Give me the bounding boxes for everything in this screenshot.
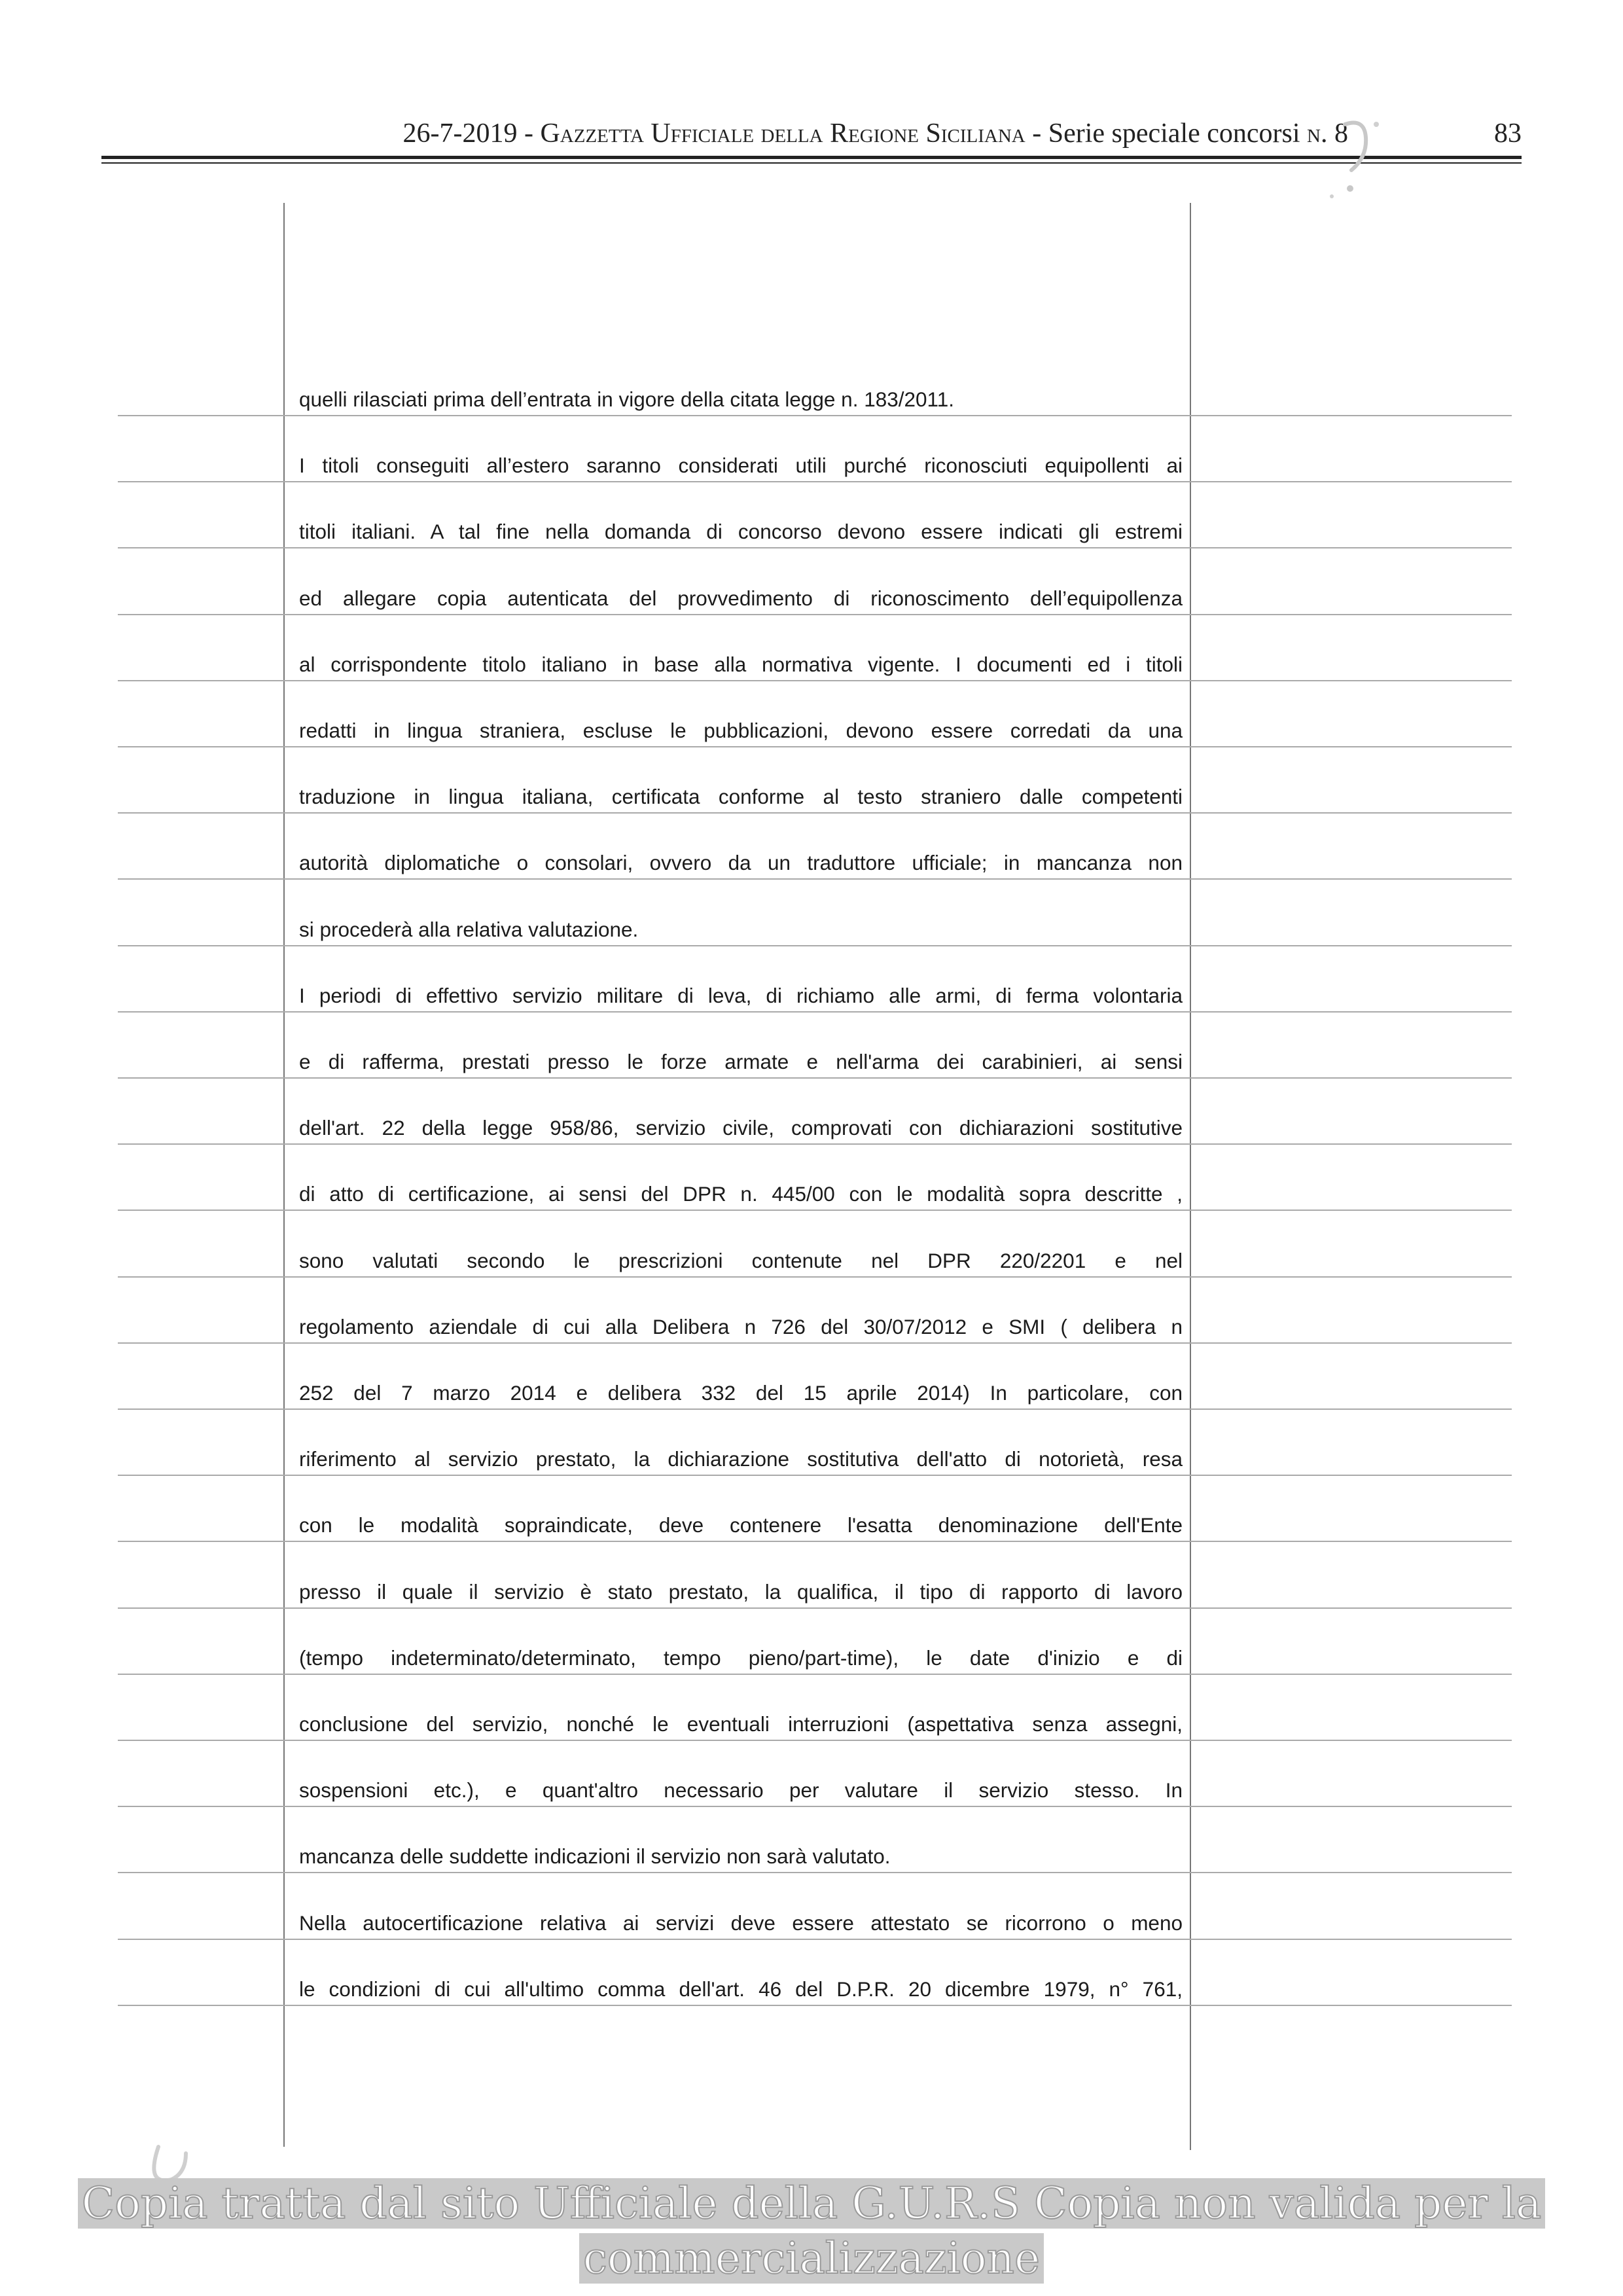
page-number: 83 <box>1494 118 1522 149</box>
ruled-line <box>118 1276 1512 1278</box>
ruled-line <box>118 614 1512 615</box>
page-header <box>101 113 1522 152</box>
stamp-mark-icon <box>1319 111 1391 203</box>
ruled-line <box>118 680 1512 681</box>
ruled-line <box>118 1143 1512 1145</box>
body-line: I periodi di effettivo servizio militare di leva, di richiamo alle armi, di ferma volontaria <box>299 983 1183 1007</box>
header-rule-thin <box>101 162 1522 164</box>
watermark <box>0 2176 1623 2286</box>
body-line: traduzione in lingua italiana, certificata conforme al testo straniero dalle competenti <box>299 785 1183 809</box>
body-line: sono valutati secondo le prescrizioni contenute nel DPR 220/2201 e nel <box>299 1248 1183 1272</box>
ruled-line <box>118 1011 1512 1013</box>
body-line: riferimento al servizio prestato, la dichiarazione sostitutiva dell'atto di notorietà, resa <box>299 1447 1183 1471</box>
ruled-line <box>118 1806 1512 1807</box>
ruled-line <box>118 878 1512 880</box>
body-line: mancanza delle suddette indicazioni il servizio non sarà valutato. <box>299 1844 891 1869</box>
ruled-line <box>118 945 1512 946</box>
ruled-line <box>118 1475 1512 1476</box>
body-line: I titoli conseguiti all’estero saranno considerati utili purché riconosciuti equipollenti ai <box>299 454 1183 478</box>
body-line: e di rafferma, prestati presso le forze armate e nell'arma dei carabinieri, ai sensi <box>299 1050 1183 1073</box>
header-date: 26-7-2019 - <box>402 118 541 149</box>
body-line: ed allegare copia autenticata del provvedimento di riconoscimento dell’equipollenza <box>299 586 1183 610</box>
ruled-line <box>118 1607 1512 1609</box>
header-publication: Gazzetta Ufficiale della Regione Siciliana <box>540 118 1026 149</box>
ruled-line <box>118 1872 1512 1873</box>
body-line: al corrispondente titolo italiano in base alla normativa vigente. I documenti ed i titoli <box>299 652 1183 676</box>
ruled-line <box>118 1740 1512 1741</box>
ruled-line <box>118 1541 1512 1542</box>
ruled-line <box>118 1408 1512 1410</box>
body-line: le condizioni di cui all'ultimo comma dell'art. 46 del D.P.R. 20 dicembre 1979, n° 761, <box>299 1977 1183 2001</box>
body-line: autorità diplomatiche o consolari, ovvero da un traduttore ufficiale; in mancanza non <box>299 851 1183 875</box>
ruled-line <box>118 1210 1512 1211</box>
watermark-line-1: Copia tratta dal sito Ufficiale della G.U.R.S Copia non valida per la <box>78 2178 1546 2229</box>
body-line: 252 del 7 marzo 2014 e delibera 332 del 15 aprile 2014) In particolare, con <box>299 1381 1183 1405</box>
header-series: - Serie speciale concorsi <box>1025 118 1308 149</box>
body-line: titoli italiani. A tal fine nella domanda di concorso devono essere indicati gli estremi <box>299 520 1183 544</box>
ruled-line <box>118 481 1512 482</box>
ruled-line <box>118 1342 1512 1344</box>
ruled-line <box>118 1077 1512 1079</box>
ruled-line <box>118 812 1512 814</box>
ruled-line <box>118 2005 1512 2006</box>
ruled-line <box>118 547 1512 548</box>
header-rule-thick <box>101 156 1522 159</box>
watermark-line-2: commercializzazione <box>579 2233 1044 2284</box>
ruled-margin-left <box>283 203 285 2147</box>
body-line: con le modalità sopraindicate, deve contenere l'esatta denominazione dell'Ente <box>299 1513 1183 1537</box>
body-line: dell'art. 22 della legge 958/86, servizio civile, comprovati con dichiarazioni sostitutive <box>299 1116 1183 1140</box>
ruled-line <box>118 1674 1512 1675</box>
body-line: regolamento aziendale di cui alla Delibera n 726 del 30/07/2012 e SMI ( delibera n <box>299 1314 1183 1338</box>
body-line: redatti in lingua straniera, escluse le pubblicazioni, devono essere corredati da una <box>299 719 1183 742</box>
body-line: di atto di certificazione, ai sensi del DPR n. 445/00 con le modalità sopra descritte , <box>299 1182 1183 1206</box>
header-title <box>101 118 1348 149</box>
body-line: si procederà alla relativa valutazione. <box>299 917 639 941</box>
ruled-line <box>118 1939 1512 1940</box>
body-line: Nella autocertificazione relativa ai servizi deve essere attestato se ricorrono o meno <box>299 1910 1183 1935</box>
body-line: (tempo indeterminato/determinato, tempo pieno/part-time), le date d'inizio e di <box>299 1645 1183 1670</box>
ruled-line <box>118 746 1512 747</box>
ruled-margin-right <box>1190 203 1191 2150</box>
body-line: conclusione del servizio, nonché le eventuali interruzioni (aspettativa senza assegni, <box>299 1712 1183 1736</box>
body-line: presso il quale il servizio è stato prestato, la qualifica, il tipo di rapporto di lavoro <box>299 1579 1183 1604</box>
header-issue-number: n. 8 <box>1307 118 1348 149</box>
ruled-line <box>118 415 1512 416</box>
body-line: quelli rilasciati prima dell’entrata in vigore della citata legge n. 183/2011. <box>299 387 955 411</box>
body-line: sospensioni etc.), e quant'altro necessario per valutare il servizio stesso. In <box>299 1778 1183 1803</box>
